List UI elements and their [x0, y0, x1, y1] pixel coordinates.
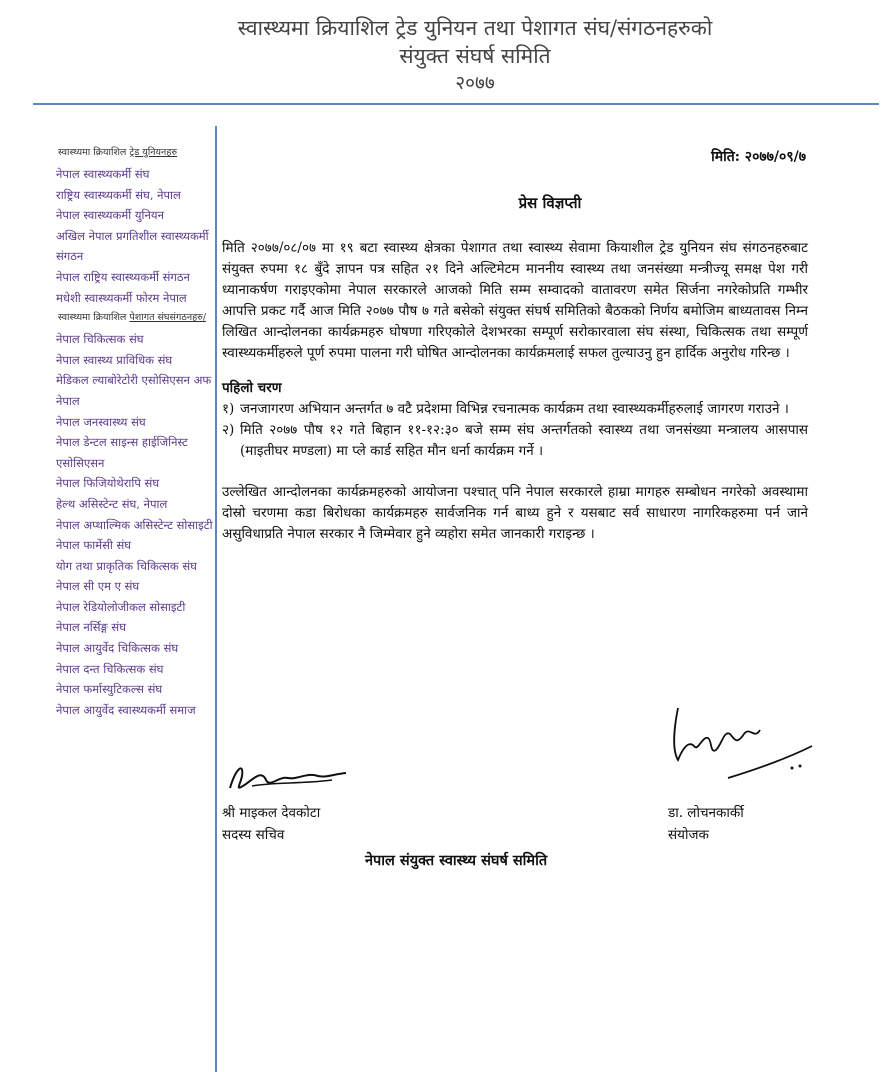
- letterhead: [0, 14, 890, 96]
- member-secretary-name: श्री माइकल देवकोटा: [222, 805, 321, 821]
- sidebar-org-item: नेपाल रेडियोलोजीकल सोसाइटी: [56, 599, 186, 614]
- list-item-number: १): [222, 401, 235, 417]
- sidebar-org-item: नेपाल जनस्वास्थ्य संघ: [56, 414, 146, 429]
- sidebar-org-item: मेडिकल ल्याबोरेटोरी एसोसिएसन अफ नेपाल: [56, 373, 212, 408]
- sidebar-org-item: नेपाल चिकित्सक संघ: [56, 332, 144, 347]
- section-title: पहिलो चरण: [222, 380, 282, 396]
- letterhead-line-2: संयुक्त संघर्ष समिति: [399, 44, 551, 68]
- professional-org-list: [56, 329, 214, 720]
- list-item: [222, 399, 808, 420]
- committee-name: नेपाल संयुक्त स्वास्थ्य संघर्ष समिति: [365, 852, 548, 869]
- sidebar-org-item: नेपाल स्वास्थ्यकर्मी संघ: [56, 167, 150, 181]
- sidebar-org-item: नेपाल स्वास्थ्य प्राविधिक संघ: [56, 352, 173, 367]
- sidebar-org-item: नेपाल डेन्टल साइन्स हाईजिनिस्ट एसोसिएसन: [56, 435, 188, 470]
- member-secretary-role: सदस्य सचिव: [222, 827, 285, 843]
- sidebar-org-item: नेपाल फार्मेसी संघ: [56, 538, 132, 553]
- top-divider: [33, 103, 879, 105]
- closing-paragraph: उल्लेखित आन्दोलनका कार्यक्रमहरुको आयोजना पश्चात् पनि नेपाल सरकारले हाम्रा मागहरु सम्बोधन नगरेको अवस्थामा दोस्रो चरणमा कडा बिरोधका कार्यक्रमहरु सार्वजनिक गर्न बाध्य हुने र यसबाट सर्व साधारण नागरिकहरुमा पर्न जाने असुविधाप्रति नेपाल सरकार नै जिम्मेवार हुने व्यहोरा समेत जानकारी गराइन्छ ।: [222, 484, 808, 542]
- sidebar-org-item: नेपाल आयुर्वेद स्वास्थ्यकर्मी समाज: [56, 702, 196, 717]
- press-release-body: [222, 238, 808, 545]
- list-item-number: २): [222, 422, 235, 438]
- sidebar-org-item: नेपाल नर्सिङ्ग संघ: [56, 620, 126, 635]
- sidebar-heading-professional-orgs: स्वास्थ्यमा क्रियाशिल पेशागत संघसंगठनहरु/: [58, 312, 207, 324]
- list-item-text: मिति २०७७ पौष १२ गते बिहान ११-१२:३० बजे सम्म संघ अन्तर्गतको स्वास्थ्य तथा जनसंख्या मन्त्रालय आसपास (माइतीघर मण्डला) मा प्ले कार्ड सहित मौन धर्ना कार्यक्रम गर्ने ।: [240, 422, 808, 459]
- sidebar-org-item: नेपाल दन्त चिकित्सक संघ: [56, 661, 164, 676]
- sidebar-org-item: नेपाल सी एम ए संघ: [56, 579, 140, 594]
- document-title: प्रेस विज्ञप्ती: [518, 194, 582, 212]
- sidebar-org-item: अखिल नेपाल प्रगतिशील स्वास्थ्यकर्मी संगठन: [56, 228, 209, 264]
- coordinator-signature-block: [668, 802, 744, 846]
- intro-paragraph: मिति २०७७/०८/०७ मा १९ बटा स्वास्थ्य क्षेत्रका पेशागत तथा स्वास्थ्य सेवामा कियाशील ट्रेड युनियन संघ संगठनहरुबाट संयुक्त रुपमा १८ बुँदे ज्ञापन पत्र सहित २१ दिने अल्टिमेटम माननीय स्वास्थ्य तथा जनसंख्या मन्त्रीज्यू समक्ष पेश गरी ध्यानाकर्षण गराइएकोमा नेपाल सरकारले आजको मिति सम्म सम्वादको वातावरण समेत सिर्जना नगरेकोप्रति गम्भीर आपत्ति प्रकट गर्दै आज मिति २०७७ पौष ७ गते बसेको संयुक्त संघर्ष समितिको बैठकको निर्णय बमोजिम बाध्यतावस निम्न लिखित आन्दोलनका कार्यक्रमहरु घोषणा गरिएकोले देशभरका सम्पूर्ण सरोकारवाला संघ संस्था, चिकित्सक तथा सम्पूर्ण स्वास्थ्यकर्मीहरुले पूर्ण रुपमा पालना गरी घोषित आन्दोलनका कार्यक्रमलाई सफल तुल्याउनु हुन हार्दिक अनुरोध गरिन्छ ।: [222, 240, 808, 361]
- right-signature: [664, 700, 824, 790]
- sidebar-divider: [215, 126, 217, 1072]
- sidebar-heading-trade-unions: स्वास्थ्यमा क्रियाशिल ट्रेड युनियनहरु: [58, 147, 178, 158]
- left-signature: [222, 758, 352, 798]
- document-date: मिति: २०७७/०९/७: [711, 149, 806, 165]
- trade-union-list: [56, 164, 214, 308]
- member-secretary-signature-block: [222, 802, 320, 846]
- letterhead-year: २०७७: [455, 72, 495, 94]
- list-item-text: जनजागरण अभियान अन्तर्गत ७ वटै प्रदेशमा विभिन्न रचनात्मक कार्यक्रम तथा स्वास्थ्यकर्मीहरुलाई जागरण गराउने ।: [240, 401, 789, 417]
- sidebar-org-item: नेपाल अप्थाल्मिक असिस्टेन्ट सोसाइटी: [56, 517, 213, 532]
- sidebar-org-item: नेपाल स्वास्थ्यकर्मी युनियन: [56, 208, 164, 223]
- sidebar-org-item: नेपाल फर्मास्युटिकल्स संघ: [56, 682, 163, 697]
- coordinator-role: संयोजक: [668, 827, 709, 843]
- sidebar-org-item: मधेशी स्वास्थ्यकर्मी फोरम नेपाल: [56, 290, 187, 305]
- coordinator-name: डा. लोचनकार्की: [668, 805, 744, 821]
- sidebar-org-item: नेपाल फिजियोथेरापि संघ: [56, 476, 160, 491]
- list-item: [222, 420, 808, 462]
- letterhead-line-1: स्वास्थ्यमा क्रियाशिल ट्रेड युनियन तथा पेशागत संघ/संगठनहरुको: [237, 16, 713, 40]
- sidebar-org-item: योग तथा प्राकृतिक चिकित्सक संघ: [56, 558, 197, 573]
- sidebar-org-item: नेपाल आयुर्वेद चिकित्सक संघ: [56, 641, 179, 656]
- sidebar-org-item: नेपाल राष्ट्रिय स्वास्थ्यकर्मी संगठन: [56, 269, 190, 284]
- member-organizations-sidebar: [56, 143, 214, 720]
- sidebar-org-item: राष्ट्रिय स्वास्थ्यकर्मी संघ, नेपाल: [56, 187, 181, 202]
- sidebar-org-item: हेल्थ असिस्टेन्ट संघ, नेपाल: [56, 496, 168, 511]
